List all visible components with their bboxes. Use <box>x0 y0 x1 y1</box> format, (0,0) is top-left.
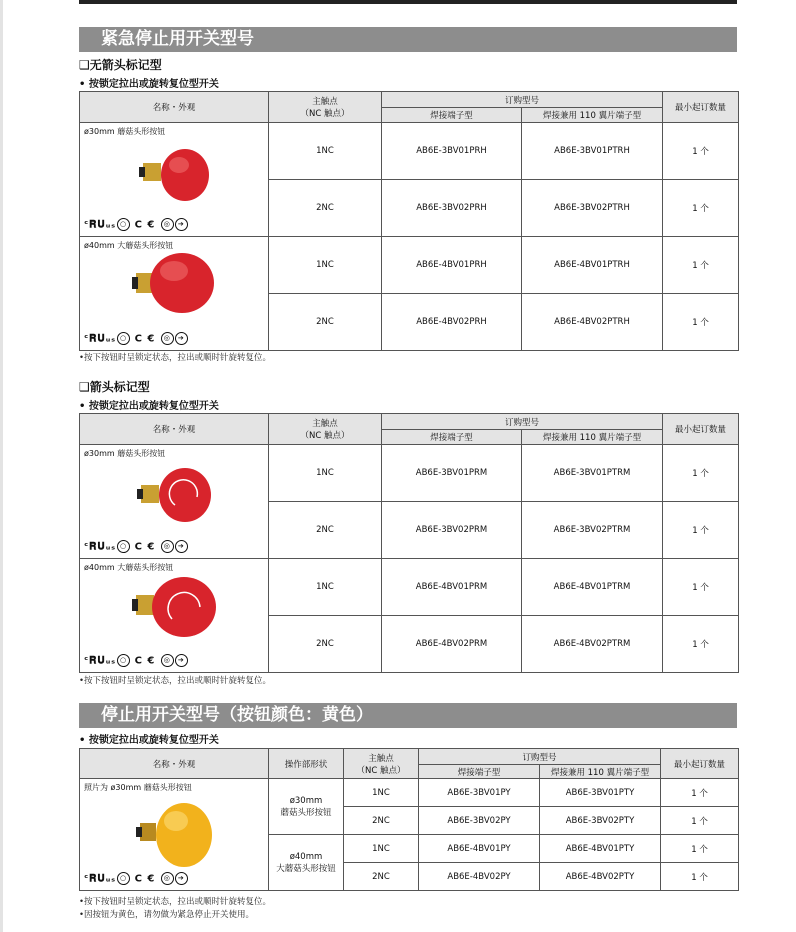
min-qty: 1 个 <box>663 123 739 180</box>
header-order: 订购型号 <box>382 92 663 108</box>
spec-table-arrow <box>79 413 739 673</box>
product-cell <box>80 123 269 237</box>
header-min-qty: 最小起订数量 <box>663 92 739 123</box>
table-row <box>80 559 739 616</box>
page-left-edge <box>0 0 3 932</box>
red-arrow-button-image <box>135 465 215 525</box>
header-order: 订购型号 <box>419 749 661 765</box>
red-arrow-button-image <box>130 571 220 641</box>
top-rule <box>79 0 737 4</box>
header-name: 名称・外观 <box>80 92 269 123</box>
nc-cell: 2NC <box>269 294 382 351</box>
header-tab: 焊接兼用 110 翼片端子型 <box>540 765 661 779</box>
table-row <box>80 123 739 180</box>
min-qty: 1 个 <box>661 779 739 807</box>
header-solder: 焊接端子型 <box>382 430 522 445</box>
nc-cell: 2NC <box>269 616 382 673</box>
table-note: •因按钮为黄色，请勿做为紧急停止开关使用。 <box>79 910 255 920</box>
subsection-title-no-arrow: ❑无箭头标记型 <box>79 58 162 72</box>
header-solder: 焊接端子型 <box>419 765 540 779</box>
min-qty: 1 个 <box>663 616 739 673</box>
tab-model: AB6E-4BV02PTRM <box>522 616 663 673</box>
header-solder: 焊接端子型 <box>382 108 522 123</box>
table-note: •按下按钮时呈锁定状态，拉出或顺时针旋转复位。 <box>79 676 272 686</box>
min-qty: 1 个 <box>663 445 739 502</box>
solder-model: AB6E-4BV02PRH <box>382 294 522 351</box>
tab-model: AB6E-4BV01PTY <box>540 835 661 863</box>
nc-cell: 2NC <box>344 863 419 891</box>
tab-model: AB6E-4BV02PTY <box>540 863 661 891</box>
operator-shape: ø30mm 蘑菇头形按钮 <box>269 779 344 835</box>
min-qty: 1 个 <box>663 237 739 294</box>
tab-model: AB6E-3BV02PTRM <box>522 502 663 559</box>
table-row <box>80 445 739 502</box>
nc-cell: 2NC <box>269 502 382 559</box>
nc-cell: 2NC <box>344 807 419 835</box>
solder-model: AB6E-3BV02PRH <box>382 180 522 237</box>
certification-marks: ᶜ𝐑𝐔ᵤₛ ○ C € ◎ ➔ <box>84 654 188 667</box>
product-name: ø30mm 蘑菇头形按钮 <box>84 127 166 136</box>
red-button-image <box>135 145 215 203</box>
product-name: ø40mm 大蘑菇头形按钮 <box>84 241 174 250</box>
solder-model: AB6E-4BV02PY <box>419 863 540 891</box>
nc-cell: 1NC <box>269 123 382 180</box>
red-button-image <box>130 249 220 319</box>
section-title-yellow: 停止用开关型号（按钮颜色：黄色） <box>79 703 737 728</box>
subsection-bullet-2: • 按锁定拉出或旋转复位型开关 <box>79 401 219 412</box>
header-order: 订购型号 <box>382 414 663 430</box>
tab-model: AB6E-4BV01PTRH <box>522 237 663 294</box>
min-qty: 1 个 <box>663 502 739 559</box>
subsection-title-arrow: ❑箭头标记型 <box>79 380 150 394</box>
certification-marks: ᶜ𝐑𝐔ᵤₛ ○ C € ◎ ➔ <box>84 540 188 553</box>
min-qty: 1 个 <box>663 180 739 237</box>
nc-cell: 1NC <box>269 237 382 294</box>
header-contact: 主触点 （NC 触点） <box>269 414 382 445</box>
min-qty: 1 个 <box>661 863 739 891</box>
nc-cell: 1NC <box>344 835 419 863</box>
solder-model: AB6E-3BV01PY <box>419 779 540 807</box>
solder-model: AB6E-4BV01PRM <box>382 559 522 616</box>
header-min-qty: 最小起订数量 <box>663 414 739 445</box>
tab-model: AB6E-3BV01PTRH <box>522 123 663 180</box>
nc-cell: 1NC <box>269 559 382 616</box>
product-cell <box>80 445 269 559</box>
nc-cell: 1NC <box>269 445 382 502</box>
solder-model: AB6E-4BV01PY <box>419 835 540 863</box>
tab-model: AB6E-4BV01PTRM <box>522 559 663 616</box>
product-name: ø30mm 蘑菇头形按钮 <box>84 449 166 458</box>
subsection-bullet-3: • 按锁定拉出或旋转复位型开关 <box>79 735 219 746</box>
section-title-emergency: 紧急停止用开关型号 <box>79 27 737 52</box>
min-qty: 1 个 <box>661 807 739 835</box>
header-contact: 主触点 （NC 触点） <box>344 749 419 779</box>
product-cell <box>80 779 269 891</box>
solder-model: AB6E-3BV01PRM <box>382 445 522 502</box>
header-name: 名称・外观 <box>80 414 269 445</box>
product-name: ø40mm 大蘑菇头形按钮 <box>84 563 174 572</box>
nc-cell: 1NC <box>344 779 419 807</box>
header-contact: 主触点 （NC 触点） <box>269 92 382 123</box>
tab-model: AB6E-3BV02PTRH <box>522 180 663 237</box>
certification-marks: ᶜ𝐑𝐔ᵤₛ ○ C € ◎ ➔ <box>84 218 188 231</box>
solder-model: AB6E-4BV02PRM <box>382 616 522 673</box>
tab-model: AB6E-4BV02PTRH <box>522 294 663 351</box>
tab-model: AB6E-3BV02PTY <box>540 807 661 835</box>
solder-model: AB6E-3BV02PY <box>419 807 540 835</box>
certification-marks: ᶜ𝐑𝐔ᵤₛ ○ C € ◎ ➔ <box>84 872 188 885</box>
nc-cell: 2NC <box>269 180 382 237</box>
spec-table-yellow <box>79 748 739 891</box>
solder-model: AB6E-3BV02PRM <box>382 502 522 559</box>
subsection-bullet-1: • 按锁定拉出或旋转复位型开关 <box>79 79 219 90</box>
table-row <box>80 237 739 294</box>
certification-marks: ᶜ𝐑𝐔ᵤₛ ○ C € ◎ ➔ <box>84 332 188 345</box>
spec-table-no-arrow <box>79 91 739 351</box>
product-cell <box>80 559 269 673</box>
product-cell <box>80 237 269 351</box>
header-operator: 操作部形状 <box>269 749 344 779</box>
header-min-qty: 最小起订数量 <box>661 749 739 779</box>
header-tab: 焊接兼用 110 翼片端子型 <box>522 108 663 123</box>
min-qty: 1 个 <box>663 559 739 616</box>
solder-model: AB6E-3BV01PRH <box>382 123 522 180</box>
solder-model: AB6E-4BV01PRH <box>382 237 522 294</box>
operator-shape: ø40mm 大蘑菇头形按钮 <box>269 835 344 891</box>
table-note: •按下按钮时呈锁定状态，拉出或顺时针旋转复位。 <box>79 897 272 907</box>
tab-model: AB6E-3BV01PTRM <box>522 445 663 502</box>
table-note: •按下按钮时呈锁定状态，拉出或顺时针旋转复位。 <box>79 353 272 363</box>
header-tab: 焊接兼用 110 翼片端子型 <box>522 430 663 445</box>
yellow-button-image <box>132 797 216 869</box>
product-name: 照片为 ø30mm 蘑菇头形按钮 <box>84 783 192 792</box>
min-qty: 1 个 <box>663 294 739 351</box>
tab-model: AB6E-3BV01PTY <box>540 779 661 807</box>
min-qty: 1 个 <box>661 835 739 863</box>
table-row <box>80 779 739 807</box>
header-name: 名称・外观 <box>80 749 269 779</box>
